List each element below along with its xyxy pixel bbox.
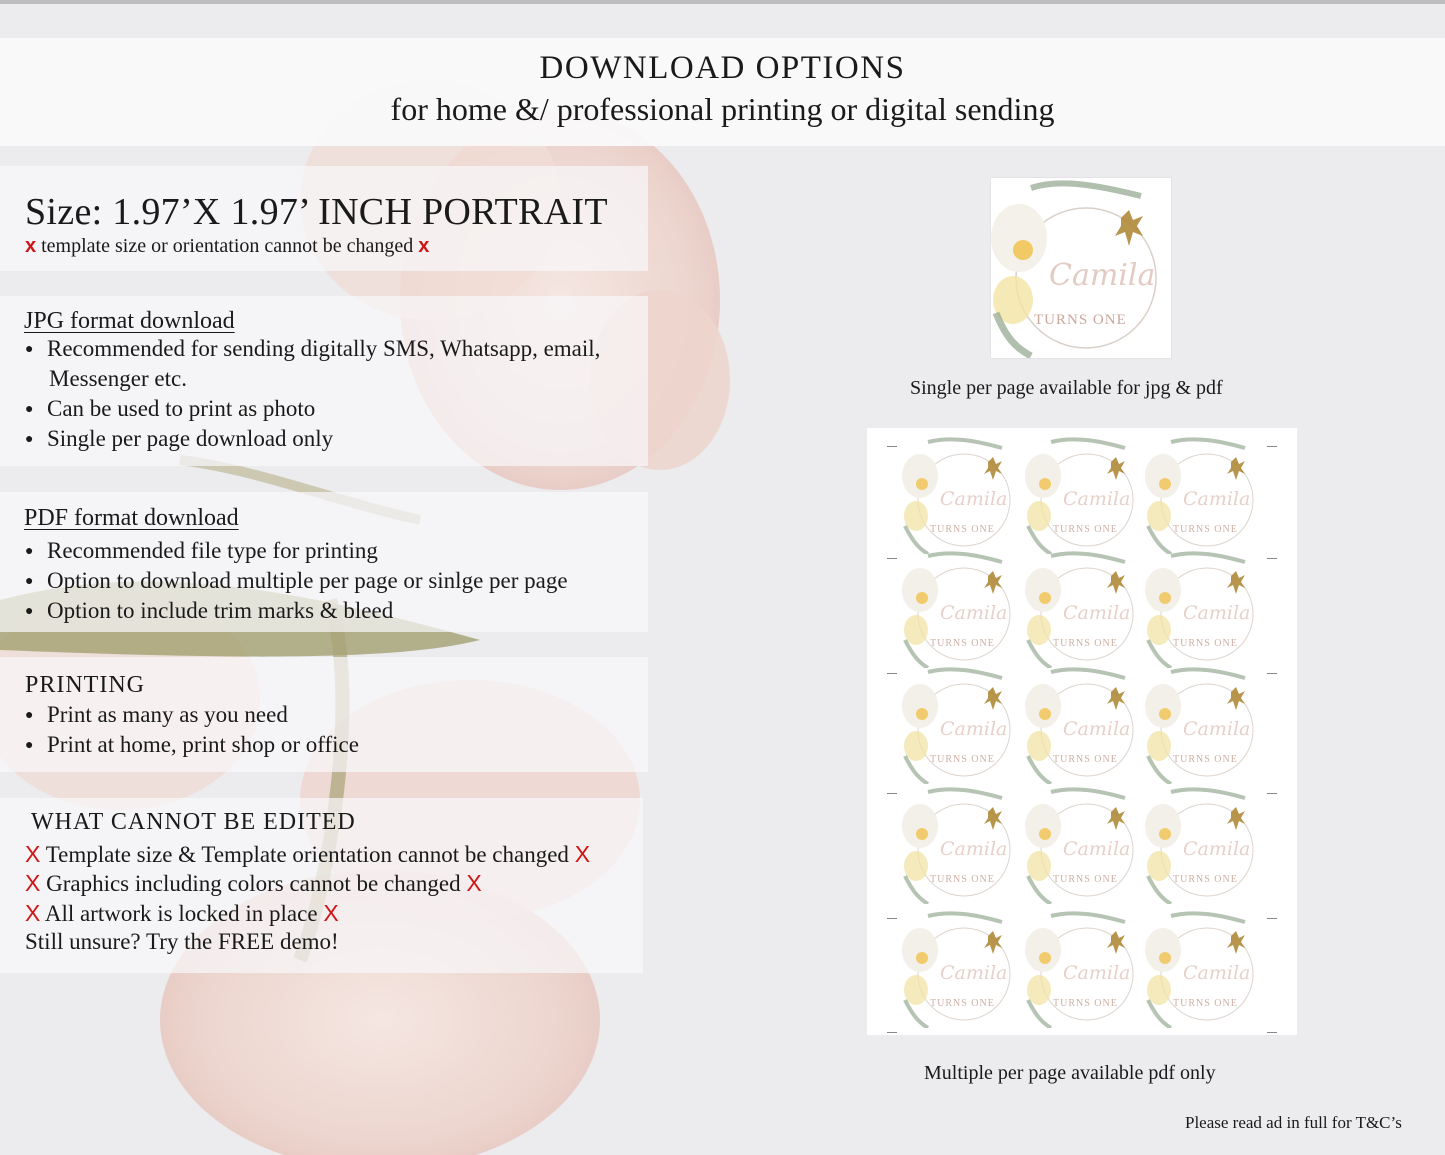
sticker-thumbnail	[1025, 910, 1143, 1028]
bullet-icon: ●	[25, 574, 34, 589]
sticker-name: Camila	[1063, 718, 1131, 740]
red-x-icon: x	[25, 235, 37, 257]
list-item	[25, 538, 378, 564]
sticker-name: Camila	[940, 488, 1008, 510]
sticker-thumbnail	[1025, 666, 1143, 784]
bullet-icon: ●	[25, 738, 34, 753]
demo-prompt: Still unsure? Try the FREE demo!	[25, 929, 339, 954]
sticker-thumbnail	[1145, 666, 1263, 784]
size-panel	[0, 166, 648, 271]
footnote: Please read ad in full for T&C’s	[1185, 1113, 1402, 1132]
list-item	[25, 598, 393, 624]
sticker-subtitle: TURNS ONE	[930, 874, 995, 885]
trim-mark	[1267, 558, 1277, 559]
sticker-name: Camila	[1063, 488, 1131, 510]
list-item	[25, 870, 482, 897]
sticker-thumbnail	[1145, 436, 1263, 554]
sticker-subtitle: TURNS ONE	[1173, 754, 1238, 765]
sticker-name: Camila	[1049, 258, 1156, 293]
sticker-name: Camila	[940, 718, 1008, 740]
list-item-continuation: Messenger etc.	[49, 366, 187, 391]
list-item	[25, 396, 315, 422]
list-item-text: Single per page download only	[47, 426, 334, 451]
list-item-text: Print as many as you need	[47, 702, 288, 727]
sticker-subtitle: TURNS ONE	[1053, 874, 1118, 885]
sticker-subtitle: TURNS ONE	[1053, 638, 1118, 649]
sticker-thumbnail	[902, 666, 1020, 784]
sticker-name: Camila	[1183, 488, 1251, 510]
cannot-edit-panel	[0, 798, 643, 973]
sticker-thumbnail	[1025, 550, 1143, 668]
trim-mark	[887, 558, 897, 559]
trim-mark	[1267, 446, 1277, 447]
red-x-icon: X	[25, 870, 41, 896]
list-item-text: Option to include trim marks & bleed	[47, 598, 394, 623]
cannot-edit-title: WHAT CANNOT BE EDITED	[31, 809, 356, 835]
sticker-subtitle: TURNS ONE	[930, 638, 995, 649]
bullet-icon: ●	[25, 432, 34, 447]
list-item	[25, 336, 600, 362]
list-item	[25, 702, 288, 728]
red-x-icon: X	[323, 900, 339, 926]
size-title: Size: 1.97’X 1.97’ INCH PORTRAIT	[25, 191, 608, 233]
list-item-text: Can be used to print as photo	[47, 396, 316, 421]
sticker-thumbnail	[902, 786, 1020, 904]
list-item-text: Template size & Template orientation cannot be changed	[45, 842, 569, 867]
bullet-icon: ●	[25, 342, 34, 357]
red-x-icon: X	[25, 900, 41, 926]
list-item	[25, 568, 568, 594]
pdf-title: PDF format download	[24, 505, 239, 531]
page-title: DOWNLOAD OPTIONS	[539, 50, 906, 86]
sticker-subtitle: TURNS ONE	[1053, 998, 1118, 1009]
list-item-text: Recommended for sending digitally SMS, Whatsapp, email,	[47, 336, 601, 361]
bullet-icon: ●	[25, 402, 34, 417]
list-item-text: All artwork is locked in place	[44, 901, 318, 926]
list-item-text: Graphics including colors cannot be changed	[46, 871, 461, 896]
sticker-subtitle: TURNS ONE	[1034, 312, 1127, 328]
size-note-text: template size or orientation cannot be changed	[41, 235, 414, 257]
single-preview-card	[991, 178, 1171, 358]
sticker-name: Camila	[1183, 838, 1251, 860]
jpg-title: JPG format download	[24, 308, 235, 334]
multi-caption: Multiple per page available pdf only	[924, 1062, 1216, 1084]
jpg-panel	[0, 296, 648, 466]
trim-mark	[887, 673, 897, 674]
header-banner	[0, 38, 1445, 146]
sticker-subtitle: TURNS ONE	[1173, 638, 1238, 649]
trim-mark	[887, 793, 897, 794]
sticker-name: Camila	[940, 962, 1008, 984]
sticker-subtitle: TURNS ONE	[1173, 874, 1238, 885]
sticker-thumbnail	[1025, 786, 1143, 904]
sticker-thumbnail	[1145, 786, 1263, 904]
printing-panel	[0, 657, 648, 772]
trim-mark	[1267, 793, 1277, 794]
sticker-name: Camila	[940, 602, 1008, 624]
sticker-thumbnail	[902, 436, 1020, 554]
sticker-thumbnail	[1145, 550, 1263, 668]
sticker-subtitle: TURNS ONE	[930, 524, 995, 535]
red-x-icon: X	[574, 841, 591, 867]
red-x-icon: X	[25, 841, 41, 867]
red-x-icon: x	[418, 235, 430, 257]
list-item	[25, 426, 333, 452]
trim-mark	[1267, 673, 1277, 674]
bullet-icon: ●	[25, 708, 34, 723]
sticker-thumbnail	[1145, 910, 1263, 1028]
list-item	[25, 900, 339, 927]
sticker-thumbnail	[902, 910, 1020, 1028]
list-item	[25, 732, 359, 758]
trim-mark	[887, 446, 897, 447]
printing-title: PRINTING	[25, 672, 145, 698]
list-item-text: Print at home, print shop or office	[47, 732, 359, 757]
sticker-subtitle: TURNS ONE	[1173, 998, 1238, 1009]
bullet-icon: ●	[25, 544, 34, 559]
sticker-subtitle: TURNS ONE	[1053, 524, 1118, 535]
sticker-thumbnail	[902, 550, 1020, 668]
sticker-name: Camila	[1183, 962, 1251, 984]
list-item-text: Option to download multiple per page or sinlge per page	[47, 568, 568, 593]
sticker-subtitle: TURNS ONE	[1173, 524, 1238, 535]
trim-mark	[1267, 918, 1277, 919]
multi-preview-sheet	[867, 428, 1297, 1035]
pdf-panel	[0, 492, 648, 632]
trim-mark	[1267, 1032, 1277, 1033]
sticker-subtitle: TURNS ONE	[1053, 754, 1118, 765]
list-item-text: Recommended file type for printing	[47, 538, 378, 563]
red-x-icon: X	[466, 870, 482, 896]
sticker-name: Camila	[1183, 602, 1251, 624]
sticker-subtitle: TURNS ONE	[930, 754, 995, 765]
sticker-thumbnail	[1025, 436, 1143, 554]
single-caption: Single per page available for jpg & pdf	[910, 377, 1223, 399]
trim-mark	[887, 1032, 897, 1033]
sticker-name: Camila	[1183, 718, 1251, 740]
bullet-icon: ●	[25, 604, 34, 619]
list-item	[25, 841, 590, 868]
sticker-name: Camila	[1063, 962, 1131, 984]
page-subtitle: for home &/ professional printing or digital sending	[390, 91, 1055, 127]
trim-mark	[887, 918, 897, 919]
size-note	[25, 235, 429, 258]
sticker-name: Camila	[1063, 838, 1131, 860]
sticker-name: Camila	[940, 838, 1008, 860]
sticker-name: Camila	[1063, 602, 1131, 624]
sticker-subtitle: TURNS ONE	[930, 998, 995, 1009]
